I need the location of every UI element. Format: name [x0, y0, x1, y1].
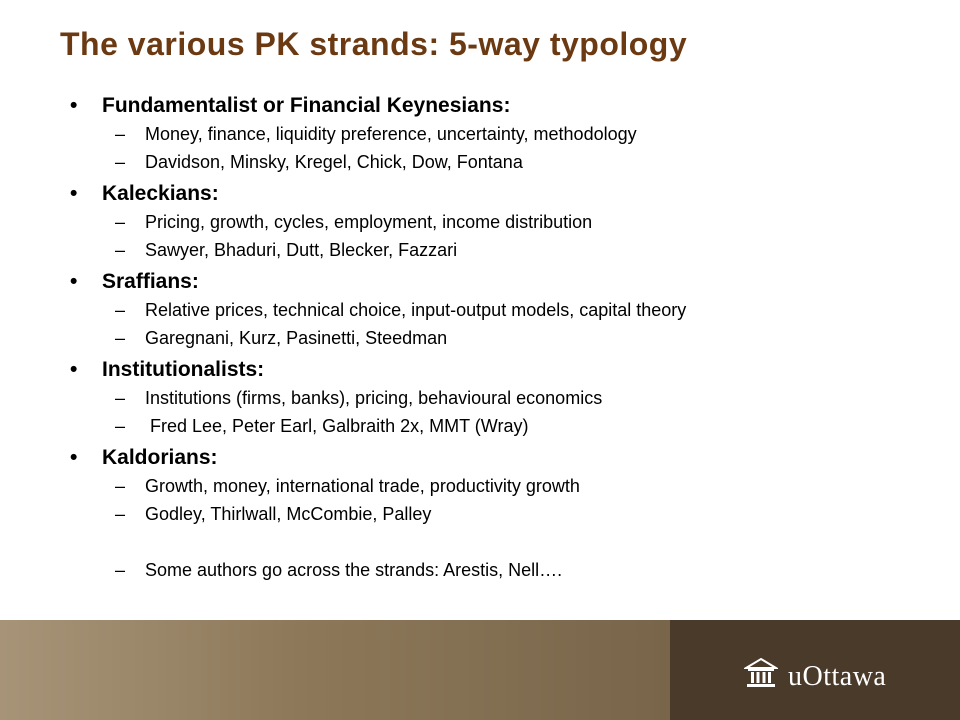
bullet-heading: Sraffians: — [102, 270, 199, 293]
sub-dash: – — [115, 504, 126, 524]
sub-dash: – — [115, 328, 126, 348]
sub-item — [60, 296, 940, 324]
bullet-heading: Institutionalists: — [102, 358, 265, 381]
bullet-institutionalists — [60, 356, 940, 384]
sub-item-text: Growth, money, international trade, productivity growth — [145, 476, 580, 496]
sub-dash: – — [115, 476, 126, 496]
sub-item — [60, 120, 940, 148]
sub-item-text: Garegnani, Kurz, Pasinetti, Steedman — [145, 328, 448, 348]
bullet-heading: Kaldorians: — [102, 446, 218, 469]
sub-item-text: Fred Lee, Peter Earl, Galbraith 2x, MMT (Wray) — [145, 416, 529, 436]
sub-dash: – — [115, 416, 126, 436]
sub-item-text: Institutions (firms, banks), pricing, behavioural economics — [145, 388, 603, 408]
sub-item — [60, 324, 940, 352]
footer-band — [0, 620, 670, 720]
footer — [0, 620, 960, 720]
bullet-dot: • — [70, 358, 78, 381]
sub-item-text: Money, finance, liquidity preference, uncertainty, methodology — [145, 124, 637, 144]
sub-dash: – — [115, 124, 126, 144]
sub-item — [60, 208, 940, 236]
bullet-dot: • — [70, 446, 78, 469]
sub-dash: – — [115, 560, 126, 580]
sub-dash: – — [115, 300, 126, 320]
bullet-dot: • — [70, 270, 78, 293]
sub-item-text: Pricing, growth, cycles, employment, income distribution — [145, 212, 593, 232]
bullet-kaldorians — [60, 444, 940, 472]
bullet-sraffians — [60, 268, 940, 296]
bullet-heading: Kaleckians: — [102, 182, 219, 205]
bullet-dot: • — [70, 182, 78, 205]
sub-item — [60, 412, 940, 440]
sub-item-text: Relative prices, technical choice, input-output models, capital theory — [145, 300, 687, 320]
slide-content — [60, 88, 940, 584]
sub-item — [60, 148, 940, 176]
bullet-fundamentalist — [60, 92, 940, 120]
sub-dash: – — [115, 240, 126, 260]
sub-dash: – — [115, 152, 126, 172]
sub-item-text: Godley, Thirlwall, McCombie, Palley — [145, 504, 432, 524]
building-icon — [744, 656, 778, 688]
sub-item — [60, 236, 940, 264]
sub-dash: – — [115, 212, 126, 232]
sub-item — [60, 472, 940, 500]
uottawa-logo-text: uOttawa — [788, 661, 887, 692]
slide-title: The various PK strands: 5-way typology — [60, 26, 688, 62]
sub-item-text: Davidson, Minsky, Kregel, Chick, Dow, Fontana — [145, 152, 523, 172]
sub-item-text: Sawyer, Bhaduri, Dutt, Blecker, Fazzari — [145, 240, 458, 260]
footer-brand-panel — [670, 620, 960, 720]
closing-note — [60, 556, 940, 584]
sub-dash: – — [115, 388, 126, 408]
bullet-kaleckians — [60, 180, 940, 208]
sub-item — [60, 500, 940, 528]
bullet-heading: Fundamentalist or Financial Keynesians: — [102, 94, 511, 117]
closing-note-text: Some authors go across the strands: Arestis, Nell…. — [145, 560, 563, 580]
sub-item — [60, 384, 940, 412]
bullet-dot: • — [70, 94, 78, 117]
